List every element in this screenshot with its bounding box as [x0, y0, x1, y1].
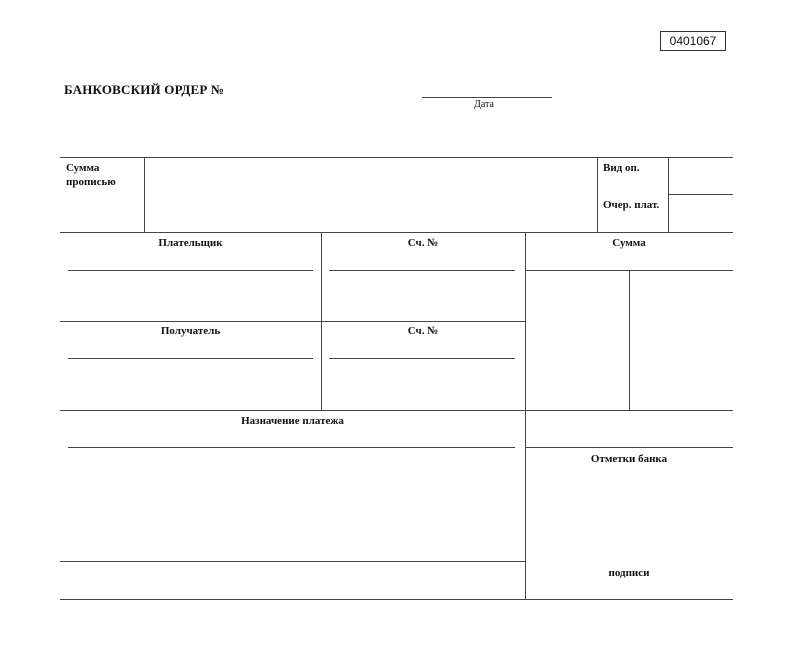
- bank-marks-label: Отметки банка: [590, 453, 668, 465]
- payer-input-line[interactable]: [68, 270, 313, 271]
- amount-kopecks-field[interactable]: [631, 272, 732, 408]
- purpose-input-line[interactable]: [68, 447, 515, 448]
- op-type-label: Вид оп.: [603, 162, 640, 174]
- signature-field[interactable]: [62, 563, 524, 598]
- recipient-account-label: Сч. №: [407, 325, 439, 337]
- payer-label: Плательщик: [158, 237, 223, 249]
- form-title: БАНКОВСКИЙ ОРДЕР №: [64, 82, 225, 97]
- recipient-label: Получатель: [160, 325, 221, 337]
- amount-words-label-line2: прописью: [66, 176, 116, 188]
- signatures-label: подписи: [608, 567, 650, 579]
- amount-words-label-line1: Сумма: [66, 162, 100, 174]
- date-input-line[interactable]: [422, 97, 552, 98]
- priority-label: Очер. плат.: [603, 199, 660, 211]
- recipient-account-input-line[interactable]: [329, 358, 515, 359]
- purpose-label: Назначение платежа: [241, 415, 344, 427]
- purpose-field[interactable]: [62, 450, 524, 559]
- payer-account-label: Сч. №: [407, 237, 439, 249]
- op-type-field[interactable]: [670, 159, 732, 193]
- amount-words-field[interactable]: [146, 159, 595, 230]
- priority-field[interactable]: [670, 196, 732, 231]
- payer-account-input-line[interactable]: [329, 270, 515, 271]
- form-code-box: 0401067: [660, 31, 726, 51]
- amount-label: Сумма: [612, 237, 646, 249]
- amount-rubles-field[interactable]: [527, 272, 628, 408]
- recipient-input-line[interactable]: [68, 358, 313, 359]
- date-label: Дата: [474, 99, 494, 110]
